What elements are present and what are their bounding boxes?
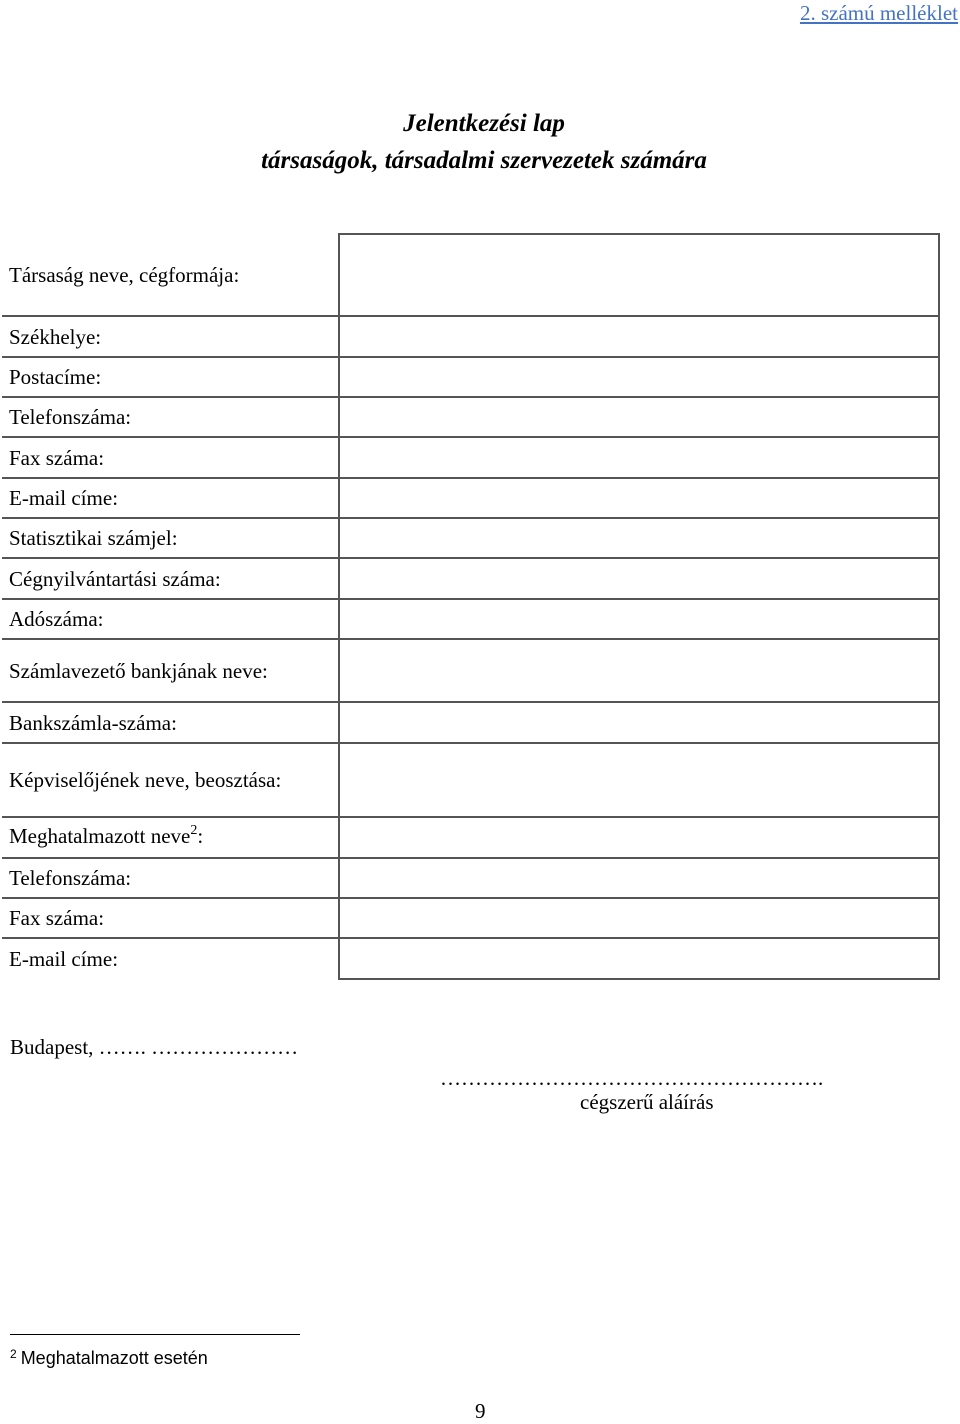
label-fax: Fax száma: (2, 437, 339, 478)
form-row-bank-account (2, 702, 939, 743)
field-authorized-person[interactable] (339, 817, 939, 858)
label-phone: Telefonszáma: (2, 397, 339, 437)
label-representative: Képviselőjének neve, beosztása: (2, 743, 339, 817)
form-row-tax-number (2, 599, 939, 639)
form-row-statistical-number (2, 518, 939, 558)
field-authorized-email[interactable] (339, 938, 939, 979)
form-row-seat (2, 316, 939, 357)
field-authorized-phone[interactable] (339, 858, 939, 898)
signature-label: cégszerű aláírás (580, 1090, 714, 1114)
form-row-bank-name (2, 639, 939, 702)
form-title: Jelentkezési lap (403, 110, 565, 137)
label-authorized-email: E-mail címe: (2, 938, 339, 979)
label-authorized-fax: Fax száma: (2, 898, 339, 938)
field-authorized-fax[interactable] (339, 898, 939, 938)
footnote-number: 2 (10, 1347, 17, 1361)
label-email: E-mail címe: (2, 478, 339, 518)
field-tax-number[interactable] (339, 599, 939, 639)
label-statistical-number: Statisztikai számjel: (2, 518, 339, 558)
field-registry-number[interactable] (339, 558, 939, 599)
footnote-text: Meghatalmazott esetén (20, 1348, 208, 1368)
footnote-divider (10, 1334, 300, 1335)
field-email[interactable] (339, 478, 939, 518)
place-date: Budapest, ……. ………………… (10, 1035, 299, 1059)
label-tax-number: Adószáma: (2, 599, 339, 639)
form-row-postal-address (2, 357, 939, 397)
form-row-authorized-email (2, 938, 939, 979)
label-authorized-person: Meghatalmazott neve$^2$: (2, 817, 339, 858)
form-row-fax (2, 437, 939, 478)
label-registry-number: Cégnyilvántartási száma: (2, 558, 339, 599)
form-row-registry-number (2, 558, 939, 599)
field-postal-address[interactable] (339, 357, 939, 397)
label-postal-address: Postacíme: (2, 357, 339, 397)
form-row-company-name (2, 234, 939, 316)
label-company-name: Társaság neve, cégformája: (2, 234, 339, 316)
footnote (10, 1348, 208, 1369)
form-row-representative (2, 743, 939, 817)
registration-form-table (2, 233, 940, 980)
field-bank-account[interactable] (339, 702, 939, 743)
form-row-authorized-phone (2, 858, 939, 898)
form-row-authorized-fax (2, 898, 939, 938)
label-seat: Székhelye: (2, 316, 339, 357)
form-subtitle: társaságok, társadalmi szervezetek számára (261, 147, 707, 174)
field-fax[interactable] (339, 437, 939, 478)
field-phone[interactable] (339, 397, 939, 437)
form-row-authorized-person (2, 817, 939, 858)
field-seat[interactable] (339, 316, 939, 357)
field-company-name[interactable] (339, 234, 939, 316)
annex-label: 2. számú melléklet (799, 1, 958, 25)
page-number: 9 (475, 1399, 486, 1423)
label-bank-name: Számlavezető bankjának neve: (2, 639, 339, 702)
field-bank-name[interactable] (339, 639, 939, 702)
form-row-email (2, 478, 939, 518)
form-row-phone (2, 397, 939, 437)
field-representative[interactable] (339, 743, 939, 817)
label-authorized-phone: Telefonszáma: (2, 858, 339, 898)
footnote-ref: 2 (190, 822, 198, 838)
signature-line: ………………………………………………. (440, 1066, 824, 1090)
label-bank-account: Bankszámla-száma: (2, 702, 339, 743)
field-statistical-number[interactable] (339, 518, 939, 558)
